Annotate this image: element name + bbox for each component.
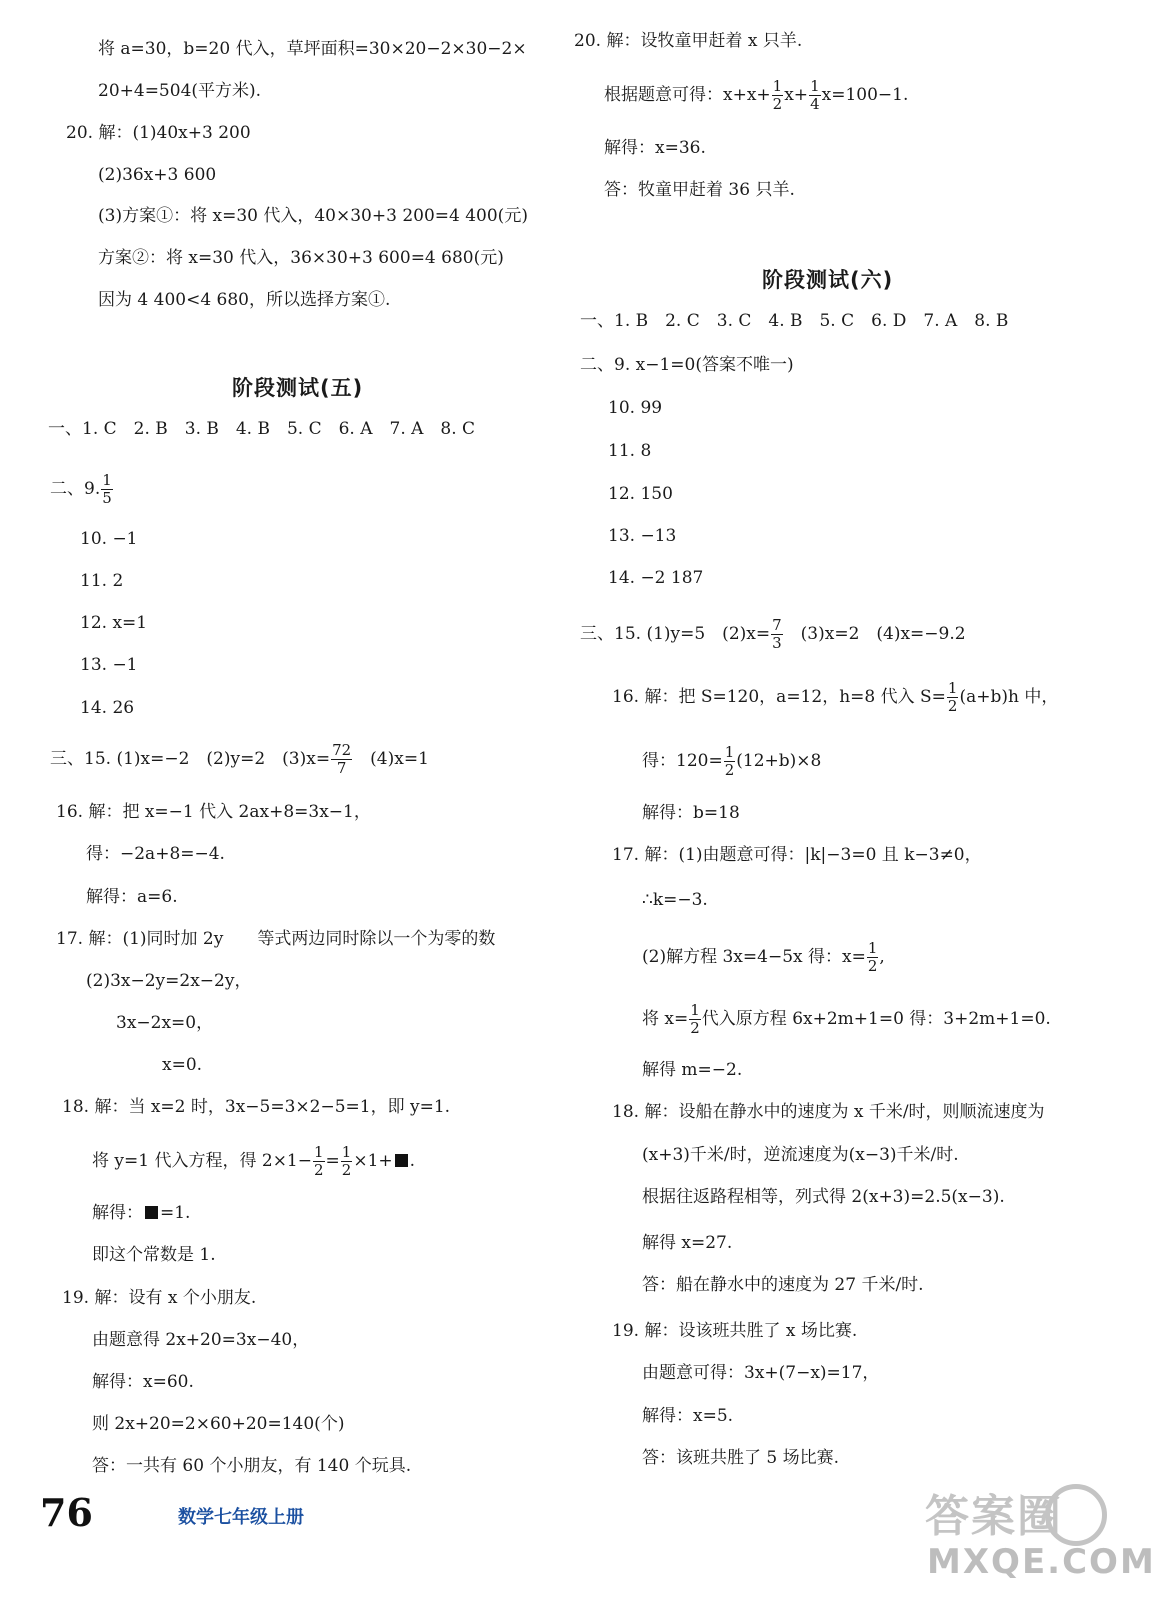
text-span: x=100−1. [821, 85, 909, 105]
fraction [101, 472, 113, 507]
text-span: =1. [160, 1203, 191, 1223]
fraction [947, 680, 959, 715]
question-11: 11. 8 [608, 441, 652, 461]
text-line [92, 1144, 415, 1179]
text-line: 由题意得 2x+20=3x−40， [92, 1330, 310, 1350]
text-line: 答：船在静水中的速度为 27 千米/时. [642, 1275, 924, 1295]
fraction-numerator: 7 [772, 616, 782, 634]
question-20: 20. 解：设牧童甲赶着 x 只羊. [574, 31, 803, 51]
text-line [92, 1202, 190, 1224]
watermark-url: MXQE.COM [927, 1542, 1156, 1582]
fraction-numerator: 1 [102, 471, 112, 489]
question-15 [50, 742, 429, 777]
text-span: 三、15. (1)x=−2 (2)y=2 (3)x= [50, 749, 331, 769]
text-line: 答：牧童甲赶着 36 只羊. [604, 180, 795, 200]
text-span: (12+b)×8 [736, 751, 822, 771]
fraction-denominator: 2 [690, 1019, 700, 1037]
text-line: 由题意可得：3x+(7−x)=17， [642, 1363, 880, 1383]
section-title: 阶段测试(五) [232, 376, 364, 400]
text-line [642, 1002, 1051, 1037]
text-span: ×1+ [353, 1151, 393, 1171]
question-18: 18. 解：设船在静水中的速度为 x 千米/时，则顺流速度为 [612, 1102, 1045, 1122]
question-18: 18. 解：当 x=2 时，3x−5=3×2−5=1，即 y=1. [62, 1097, 451, 1117]
text-line [642, 744, 821, 779]
fraction-denominator: 7 [336, 759, 347, 777]
fraction [867, 940, 879, 975]
fraction [313, 1144, 325, 1179]
text-span: 将 x= [642, 1009, 689, 1029]
black-square-icon [145, 1206, 158, 1219]
question-14: 14. 26 [80, 698, 135, 718]
text-span: (4)x=1 [353, 749, 429, 769]
text-span: 将 y=1 代入方程，得 2×1− [92, 1151, 312, 1171]
text-line: 根据往返路程相等，列式得 2(x+3)=2.5(x−3). [642, 1187, 1005, 1207]
text-span: x+ [784, 85, 809, 105]
text-span: (3)x=2 (4)x=−9.2 [783, 624, 966, 644]
fraction-denominator: 2 [867, 957, 878, 975]
fraction-denominator: 2 [314, 1161, 324, 1179]
fraction [689, 1002, 701, 1037]
question-12: 12. 150 [608, 484, 673, 504]
text-span: 16. 解：把 S=120，a=12，h=8 代入 S= [612, 687, 946, 707]
text-line: 方案②：将 x=30 代入，36×30+3 600=4 680(元) [98, 248, 504, 268]
question-9 [50, 472, 114, 507]
question-10: 10. 99 [608, 398, 663, 418]
text-line [642, 940, 885, 975]
fraction-numerator: 1 [867, 939, 878, 957]
text-span: 三、15. (1)y=5 (2)x= [580, 624, 771, 644]
text-line: 解得 m=−2. [642, 1060, 743, 1080]
text-line: 解得：x=36. [604, 138, 706, 158]
text-line: 20+4=504(平方米). [98, 81, 262, 101]
fraction-numerator: 1 [947, 679, 958, 697]
question-12: 12. x=1 [80, 613, 148, 633]
fraction-denominator: 2 [947, 697, 958, 715]
question-16 [612, 680, 1058, 715]
watermark-text: 答案圈 [925, 1491, 1063, 1542]
choice-answers: 一、1. B 2. C 3. C 4. B 5. C 6. D 7. A 8. B [580, 311, 1009, 331]
fraction-numerator: 1 [724, 743, 735, 761]
fraction-numerator: 72 [332, 741, 352, 759]
question-16: 16. 解：把 x=−1 代入 2ax+8=3x−1， [56, 802, 371, 822]
text-line: (2)36x+3 600 [98, 165, 217, 185]
fraction-denominator: 2 [341, 1161, 352, 1179]
text-span: . [409, 1151, 416, 1171]
fraction-denominator: 5 [102, 489, 112, 507]
fraction-numerator: 1 [810, 77, 820, 95]
left-column [0, 0, 540, 1600]
fraction-numerator: 1 [314, 1143, 324, 1161]
text-span: 根据题意可得：x+x+ [604, 85, 771, 105]
text-line [604, 78, 908, 113]
question-14: 14. −2 187 [608, 568, 704, 588]
question-11: 11. 2 [80, 571, 124, 591]
text-line: (3)方案①：将 x=30 代入，40×30+3 200=4 400(元) [98, 206, 528, 226]
text-span: 代入原方程 6x+2m+1=0 得：3+2m+1=0. [701, 1009, 1051, 1029]
question-15 [580, 617, 966, 652]
page-number: 76 [40, 1490, 93, 1535]
question-17: 17. 解：(1)同时加 2y 等式两边同时除以一个为零的数 [56, 929, 496, 949]
text-span: = [325, 1151, 340, 1171]
text-span: (a+b)h 中， [959, 687, 1059, 707]
fraction-numerator: 1 [690, 1001, 700, 1019]
watermark-logo [925, 1480, 1156, 1590]
black-square-icon [395, 1154, 408, 1167]
text-span: 得：120= [642, 751, 723, 771]
question-13: 13. −13 [608, 526, 677, 546]
fraction-denominator: 2 [724, 761, 735, 779]
text-line: (x+3)千米/时，逆流速度为(x−3)千米/时. [642, 1145, 959, 1165]
fraction [772, 78, 784, 113]
fraction [771, 617, 783, 652]
question-19: 19. 解：设有 x 个小朋友. [62, 1288, 257, 1308]
text-line: 答：该班共胜了 5 场比赛. [642, 1448, 840, 1468]
text-line: 即这个常数是 1. [92, 1245, 216, 1265]
text-line: 因为 4 400<4 680，所以选择方案①. [98, 290, 391, 310]
fraction-denominator: 4 [810, 95, 820, 113]
watermark-circle-icon [1045, 1484, 1107, 1546]
text-line: (2)3x−2y=2x−2y， [86, 971, 252, 991]
text-line: 解得：b=18 [642, 803, 740, 823]
text-line: 解得：a=6. [86, 887, 178, 907]
choice-answers: 一、1. C 2. B 3. B 4. B 5. C 6. A 7. A 8. C [48, 419, 476, 439]
text-line: 解得：x=60. [92, 1372, 194, 1392]
question-10: 10. −1 [80, 529, 138, 549]
fraction-denominator: 3 [772, 634, 782, 652]
text-line: 将 a=30，b=20 代入，草坪面积=30×20−2×30−2× [98, 39, 527, 59]
question-13: 13. −1 [80, 655, 138, 675]
fraction-numerator: 1 [772, 77, 783, 95]
question-17: 17. 解：(1)由题意可得：|k|−3=0 且 k−3≠0， [612, 845, 982, 865]
text-span: 解得： [92, 1203, 143, 1223]
text-span: 二、9. [50, 479, 101, 499]
text-line: 3x−2x=0， [116, 1013, 214, 1033]
text-line: 则 2x+20=2×60+20=140(个) [92, 1414, 345, 1434]
fraction-denominator: 2 [772, 95, 783, 113]
question-9: 二、9. x−1=0(答案不唯一) [580, 355, 794, 375]
fraction [724, 744, 736, 779]
text-line: 解得 x=27. [642, 1233, 733, 1253]
section-title: 阶段测试(六) [762, 268, 894, 292]
fraction-numerator: 1 [341, 1143, 352, 1161]
right-column [562, 0, 1102, 1600]
text-line: ∴k=−3. [642, 890, 708, 910]
text-line: x=0. [162, 1055, 203, 1075]
text-line: 解得：x=5. [642, 1406, 734, 1426]
fraction [341, 1144, 353, 1179]
fraction [809, 78, 821, 113]
text-line: 答：一共有 60 个小朋友，有 140 个玩具. [92, 1456, 412, 1476]
question-20: 20. 解：(1)40x+3 200 [66, 123, 251, 143]
text-line: 得：−2a+8=−4. [86, 844, 225, 864]
book-title: 数学七年级上册 [178, 1507, 304, 1528]
fraction [331, 742, 352, 777]
question-19: 19. 解：设该班共胜了 x 场比赛. [612, 1321, 858, 1341]
text-span: , [879, 947, 885, 967]
text-span: (2)解方程 3x=4−5x 得：x= [642, 947, 866, 967]
